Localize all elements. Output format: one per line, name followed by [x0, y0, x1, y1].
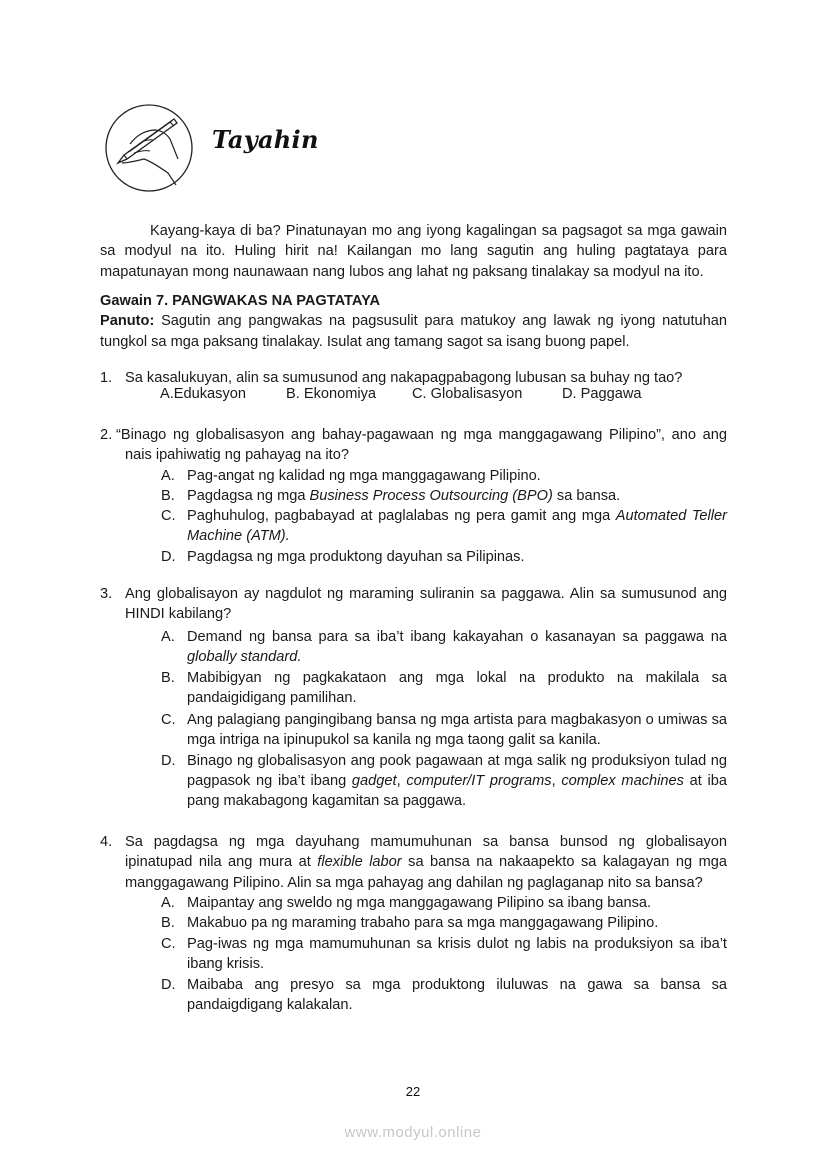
watermark: www.modyul.online: [344, 1124, 482, 1141]
question-number: 3.: [100, 586, 113, 602]
question-number: 2.: [100, 427, 113, 443]
option-b[interactable]: B. Ekonomiya: [286, 386, 377, 402]
option-c[interactable]: C. Globalisasyon: [412, 386, 523, 402]
question-number: 1.: [100, 370, 113, 386]
question-1-options: [160, 386, 642, 402]
option-d[interactable]: D. Maibaba ang presyo sa mga produktong iluluwas na gawa sa bansa sa pandaigdigang kalakalan.: [161, 977, 727, 1014]
option-d[interactable]: D. Binago ng globalisasyon ang pook pagawaan at mga salik ng produksiyon tulad ng pagpasok ng iba’t ibang gadget, computer/IT programs, complex machines at iba pang makabagong kagamitan sa paggawa.: [161, 753, 727, 810]
hand-writing-pencil-icon: [104, 103, 194, 193]
intro-paragraph: [100, 221, 727, 282]
activity-instruction: [100, 311, 727, 352]
option-d[interactable]: D. Paggawa: [562, 386, 642, 402]
option-d[interactable]: D. Pagdagsa ng mga produktong dayuhan sa Pilipinas.: [161, 548, 525, 565]
activity-title: Gawain 7. PANGWAKAS NA PAGTATAYA: [100, 293, 381, 309]
section-title: Tayahin: [212, 125, 319, 154]
activity-block: [100, 291, 727, 352]
page-number: 22: [405, 1084, 421, 1099]
option-a[interactable]: A. Maipantay ang sweldo ng mga manggagawang Pilipino sa ibang bansa.: [161, 895, 652, 912]
option-b[interactable]: B. Pagdagsa ng mga Business Process Outsourcing (BPO) sa bansa.: [161, 488, 621, 505]
option-c[interactable]: C. Pag-iwas ng mga mamumuhunan sa krisis dulot ng labis na produksiyon sa iba’t ibang krisis.: [161, 935, 727, 972]
option-c[interactable]: C. Paghuhulog, pagbabayad at paglalabas ng pera gamit ang mga Automated Teller Machine (ATM).: [161, 508, 727, 545]
option-b[interactable]: B. Makabuo pa ng maraming trabaho para sa mga manggagawang Pilipino.: [161, 915, 659, 932]
instruction-label: Panuto:: [100, 313, 155, 330]
question-2: [100, 425, 727, 567]
options-list: [161, 466, 727, 567]
question-text: Sa pagdagsa ng mga dayuhang mamumuhunan sa bansa bunsod ng globalisayon ipinatupad nila ang mura at flexible labor sa bansa na nakaapekto sa kalagayan ng mga manggagawang Pilipino. Alin sa mga pahayag ang dahilan ng paglaganap nito sa bansa?: [125, 834, 727, 891]
intro-text: Kayang-kaya di ba? Pinatunayan mo ang iyong kagalingan sa pagsagot sa mga gawain sa modyul na ito. Huling hirit na! Kailangan mo lang sagutin ang huling pagtataya para mapatunayan mong naunawaan nang lubos ang lahat ng paksang tinalakay sa modyul na ito.: [100, 223, 727, 280]
options-list: [161, 627, 727, 812]
question-4: [100, 832, 727, 1015]
option-a[interactable]: A. Pag-angat ng kalidad ng mga manggagawang Pilipino.: [161, 467, 541, 484]
option-a[interactable]: A. Demand ng bansa para sa iba’t ibang kakayahan o kasanayan sa paggawa na globally standard.: [161, 628, 727, 666]
question-text: Ang globalisayon ay nagdulot ng maraming suliranin sa paggawa. Alin sa sumusunod ang HINDI kabilang?: [125, 586, 727, 623]
question-number: 4.: [100, 834, 113, 850]
question-3: [100, 584, 727, 812]
instruction-text: Sagutin ang pangwakas na pagsusulit para matukoy ang lawak ng iyong natutuhan tungkol sa mga paksang tinalakay. Isulat ang tamang sagot sa isang buong papel.: [100, 313, 727, 350]
question-text: Sa kasalukuyan, alin sa sumusunod ang nakapagpabagong lubusan sa buhay ng tao?: [125, 370, 683, 386]
question-text: “Binago ng globalisasyon ang bahay-pagawaan ng mga manggagawang Pilipino”, ano ang nais ipahiwatig ng pahayag na ito?: [116, 427, 727, 464]
option-c[interactable]: C. Ang palagiang pangingibang bansa ng mga artista para magbakasyon o umiwas sa mga intriga na ipinupukol sa kanila ng mga taong galit sa kanila.: [161, 711, 727, 748]
option-b[interactable]: B. Mabibigyan ng pagkakataon ang mga lokal na produkto na makilala sa pandaigidigang pamilihan.: [161, 670, 727, 707]
options-list: [161, 893, 727, 1015]
option-a[interactable]: A.Edukasyon: [160, 386, 247, 402]
